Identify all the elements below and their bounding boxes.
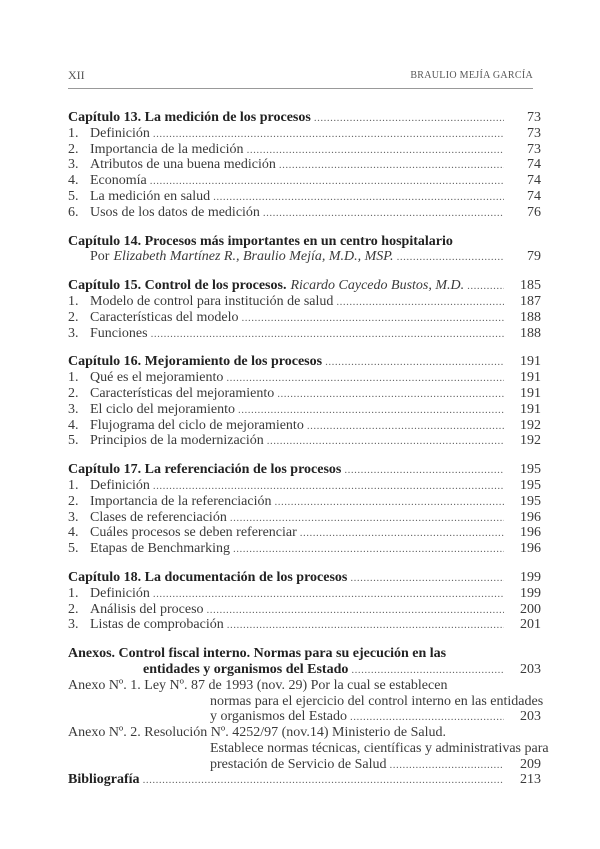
toc-entry: [68, 541, 541, 557]
dot-leader: [300, 526, 504, 542]
entry-page: 191: [520, 385, 541, 401]
dot-leader: [397, 250, 504, 266]
dot-leader: [143, 773, 504, 789]
section-gap: [68, 633, 541, 646]
item-number: 6.: [68, 204, 79, 220]
dot-leader: [344, 463, 504, 479]
dot-leader: [226, 371, 504, 387]
item-title: Definición: [90, 585, 150, 601]
toc-entry: [68, 510, 541, 526]
annex-2-title-cont: prestación de Servicio de Salud: [210, 756, 387, 772]
item-number: 3.: [68, 509, 79, 525]
item-number: 2.: [68, 309, 79, 325]
toc-entry: [68, 402, 541, 418]
toc-entry: [68, 205, 541, 221]
section-gap: [68, 449, 541, 462]
toc-entry: [68, 709, 541, 725]
chapter-title: Capítulo 16. Mejoramiento de los procesos: [68, 354, 323, 370]
toc-entry: [68, 772, 541, 788]
section-gap: [68, 341, 541, 354]
item-number: 1.: [68, 293, 79, 309]
toc-entry: [68, 310, 541, 326]
entry-page: 195: [520, 477, 541, 493]
item-number: 4.: [68, 417, 79, 433]
item-number: 2.: [68, 385, 79, 401]
item-number: 1.: [68, 585, 79, 601]
toc-entry: [68, 110, 541, 126]
dot-leader: [153, 127, 504, 143]
dot-leader: [467, 279, 504, 295]
item-title: Etapas de Benchmarking: [90, 541, 230, 557]
dot-leader: [150, 174, 504, 190]
dot-leader: [279, 158, 504, 174]
entry-page: 185: [520, 278, 541, 294]
item-title: Usos de los datos de medición: [90, 204, 260, 220]
toc-entry: [68, 189, 541, 205]
dot-leader: [207, 603, 504, 619]
chapter-title: Capítulo 15. Control de los procesos.: [68, 278, 287, 294]
item-title: Principios de la modernización: [90, 433, 264, 449]
chapter-title: Capítulo 14. Procesos más importantes en un centro hospitalario: [68, 233, 453, 249]
entry-page: 199: [520, 585, 541, 601]
item-title: El ciclo del mejoramiento: [90, 401, 236, 417]
item-title: Características del modelo: [90, 309, 239, 325]
item-number: 1.: [68, 370, 79, 386]
entry-page: 79: [527, 249, 541, 265]
bibliography-title: Bibliografía: [68, 772, 140, 788]
entry-page: 209: [520, 756, 541, 772]
dot-leader: [151, 327, 504, 343]
toc-entry: [68, 478, 541, 494]
toc-entry: [68, 570, 541, 586]
entry-page: 74: [527, 188, 541, 204]
item-number: 5.: [68, 433, 79, 449]
entry-page: 195: [520, 462, 541, 478]
dot-leader: [314, 111, 504, 127]
toc-entry: [68, 157, 541, 173]
item-number: 1.: [68, 125, 79, 141]
dot-leader: [267, 434, 504, 450]
entry-page: 74: [527, 173, 541, 189]
item-number: 4.: [68, 173, 79, 189]
section-gap: [68, 557, 541, 570]
toc-entry: [68, 354, 541, 370]
entry-page: 201: [520, 617, 541, 633]
item-title: Importancia de la medición: [90, 141, 244, 157]
toc-entry: [68, 586, 541, 602]
dot-leader: [350, 571, 504, 587]
entry-page: 188: [520, 309, 541, 325]
chapter-authors: Elizabeth Martínez R., Braulio Mejía, M.D., MSP.: [113, 249, 394, 265]
dot-leader: [213, 190, 504, 206]
item-title: Flujograma del ciclo de mejoramiento: [90, 417, 304, 433]
item-title: Cuáles procesos se deben referenciar: [90, 525, 297, 541]
entry-page: 203: [520, 661, 541, 677]
dot-leader: [233, 542, 504, 558]
item-number: 3.: [68, 401, 79, 417]
by-label: Por: [90, 249, 110, 265]
entry-page: 196: [520, 525, 541, 541]
toc-entry: [68, 418, 541, 434]
entry-page: 191: [520, 370, 541, 386]
entry-page: 76: [527, 204, 541, 220]
item-title: Atributos de una buena medición: [90, 157, 276, 173]
annex-2-title-cont: Establece normas técnicas, científicas y administrativas para: [210, 740, 549, 756]
dot-leader: [263, 206, 504, 222]
toc-entry: [68, 433, 541, 449]
item-title: Análisis del proceso: [90, 601, 204, 617]
entry-page: 188: [520, 325, 541, 341]
chapter-title: Capítulo 13. La medición de los procesos: [68, 110, 311, 125]
chapter-title: Capítulo 18. La documentación de los procesos: [68, 569, 348, 585]
entry-page: 213: [520, 772, 541, 788]
toc-entry: [68, 278, 541, 294]
item-number: 3.: [68, 617, 79, 633]
item-number: 4.: [68, 525, 79, 541]
section-gap: [68, 221, 541, 234]
entry-page: 199: [520, 569, 541, 585]
toc-entry: [68, 234, 541, 250]
item-number: 5.: [68, 188, 79, 204]
annex-title-cont: entidades y organismos del Estado: [143, 661, 349, 677]
toc-entry: [68, 294, 541, 310]
dot-leader: [307, 419, 504, 435]
entry-page: 73: [527, 141, 541, 157]
toc-entry: [68, 662, 541, 678]
item-number: 2.: [68, 601, 79, 617]
item-number: 5.: [68, 541, 79, 557]
dot-leader: [153, 479, 504, 495]
item-title: Funciones: [90, 325, 148, 341]
entry-page: 192: [520, 417, 541, 433]
toc-entry: [68, 678, 541, 694]
item-number: 3.: [68, 325, 79, 341]
item-title: Qué es el mejoramiento: [90, 370, 224, 386]
chapter-author: Ricardo Caycedo Bustos, M.D.: [290, 278, 465, 294]
item-number: 2.: [68, 493, 79, 509]
item-number: 2.: [68, 141, 79, 157]
dot-leader: [230, 511, 504, 527]
toc-entry: [68, 326, 541, 342]
entry-page: 196: [520, 541, 541, 557]
entry-page: 192: [520, 433, 541, 449]
dot-leader: [336, 295, 504, 311]
entry-page: 200: [520, 601, 541, 617]
item-title: Definición: [90, 477, 150, 493]
toc-entry: [68, 249, 541, 265]
dot-leader: [350, 710, 504, 726]
toc-entry: [68, 142, 541, 158]
item-title: Clases de referenciación: [90, 509, 227, 525]
item-title: Características del mejoramiento: [90, 385, 275, 401]
dot-leader: [351, 663, 504, 679]
section-gap: [68, 265, 541, 278]
dot-leader: [275, 495, 504, 511]
entry-page: 196: [520, 509, 541, 525]
chapter-title: Capítulo 17. La referenciación de los procesos: [68, 462, 342, 478]
entry-page: 73: [527, 110, 541, 125]
toc-entry: [68, 646, 541, 662]
annex-1-title-cont: y organismos del Estado: [210, 709, 348, 725]
entry-page: 203: [520, 709, 541, 725]
toc-entry: [68, 386, 541, 402]
dot-leader: [153, 587, 504, 603]
dot-leader: [247, 143, 504, 159]
toc-entry: [68, 725, 541, 741]
toc-entry: [68, 693, 544, 710]
toc-entry: [68, 602, 541, 618]
entry-page: 191: [520, 354, 541, 370]
toc-entry: [68, 757, 541, 773]
item-title: Definición: [90, 125, 150, 141]
toc-entry: [68, 740, 549, 757]
toc-entry: [68, 525, 541, 541]
entry-page: 195: [520, 493, 541, 509]
item-number: 1.: [68, 477, 79, 493]
toc-entry: [68, 370, 541, 386]
annex-title: Anexos. Control fiscal interno. Normas para su ejecución en las: [68, 646, 447, 662]
dot-leader: [277, 387, 504, 403]
dot-leader: [242, 311, 505, 327]
running-header: [68, 68, 533, 89]
page-number: XII: [68, 68, 85, 82]
entry-page: 74: [527, 157, 541, 173]
item-title: Listas de comprobación: [90, 617, 224, 633]
toc-entry: [68, 173, 541, 189]
toc-entry: [68, 126, 541, 142]
toc-entry: [68, 494, 541, 510]
entry-page: 73: [527, 125, 541, 141]
item-number: 3.: [68, 157, 79, 173]
dot-leader: [227, 618, 504, 634]
item-title: Importancia de la referenciación: [90, 493, 272, 509]
entry-page: 187: [520, 293, 541, 309]
annex-1-title-cont: normas para el ejercicio del control interno en las entidades: [210, 693, 544, 709]
table-of-contents: [68, 110, 549, 788]
entry-page: 191: [520, 401, 541, 417]
dot-leader: [325, 355, 504, 371]
item-title: Modelo de control para institución de salud: [90, 293, 334, 309]
item-title: Economía: [90, 173, 147, 189]
running-author: BRAULIO MEJÍA GARCÍA: [410, 70, 533, 81]
dot-leader: [390, 758, 504, 774]
dot-leader: [238, 403, 504, 419]
annex-2-title: Anexo Nº. 2. Resolución Nº. 4252/97 (nov.14) Ministerio de Salud.: [68, 725, 446, 741]
toc-entry: [68, 617, 541, 633]
annex-1-title: Anexo Nº. 1. Ley Nº. 87 de 1993 (nov. 29) Por la cual se establecen: [68, 677, 448, 693]
toc-entry: [68, 462, 541, 478]
item-title: La medición en salud: [90, 188, 211, 204]
